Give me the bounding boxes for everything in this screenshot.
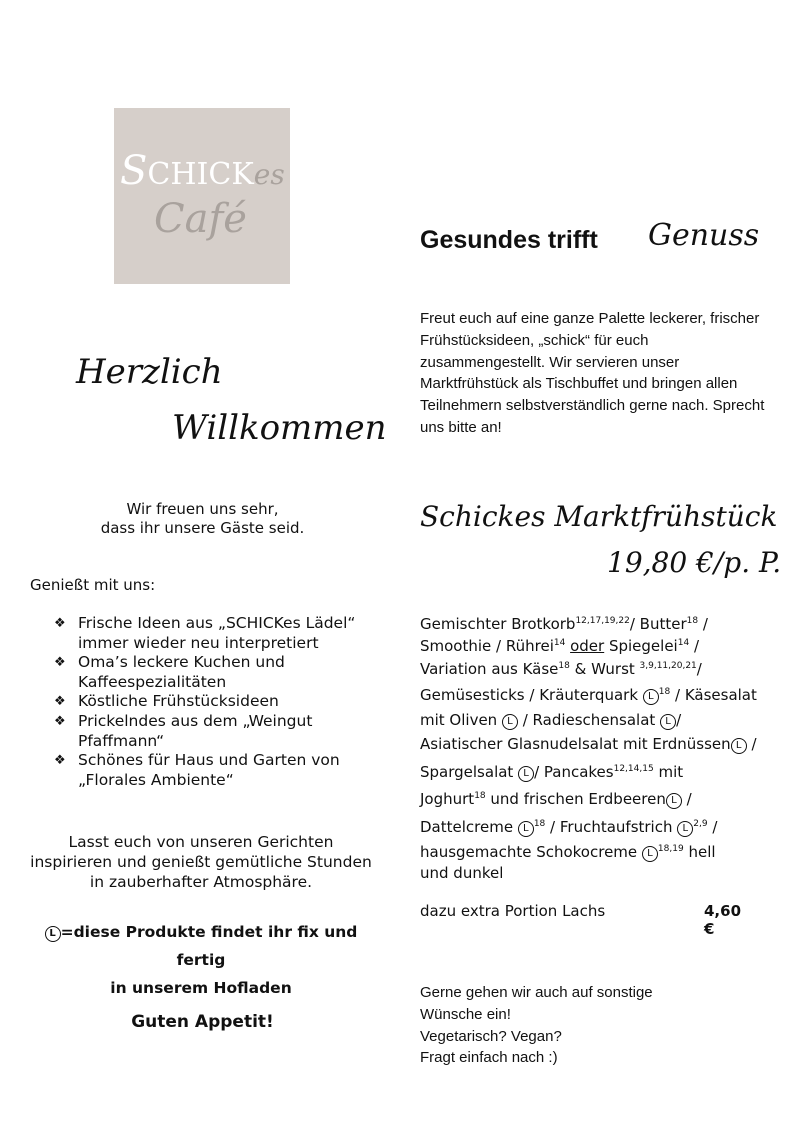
description-line: uns bitte an! xyxy=(420,418,502,436)
menu-line xyxy=(420,732,768,757)
diamond-bullet-icon: ❖ xyxy=(54,694,66,710)
menu-line xyxy=(420,757,768,785)
allergen-ref: 18 xyxy=(558,661,570,671)
diamond-bullet-icon: ❖ xyxy=(54,713,66,729)
menu-line xyxy=(420,839,768,863)
menu-text: / Käsesalat xyxy=(670,686,757,704)
description-line: Frühstücksideen, „schick“ für euch xyxy=(420,331,649,349)
menu-text: Gemischter Brotkorb xyxy=(420,615,576,633)
logo-cafe: Café xyxy=(154,196,247,242)
cafe-logo xyxy=(114,108,290,284)
allergen-ref: 18 xyxy=(686,616,699,626)
menu-text: Gemüsesticks / Kräuterquark xyxy=(420,686,643,704)
menu-line xyxy=(420,612,768,634)
description-line: Freut euch auf eine ganze Palette leckerer, frischer xyxy=(420,310,760,327)
menu-line xyxy=(420,680,768,708)
hofladen-l-icon: L xyxy=(518,821,534,837)
hofladen-l-icon: L xyxy=(518,766,534,782)
feature-line: „Florales Ambiente“ xyxy=(78,770,234,789)
menu-line xyxy=(420,656,768,680)
menu-text: / xyxy=(681,790,692,808)
menu-line xyxy=(420,634,768,656)
feature-line: Schönes für Haus und Garten von xyxy=(78,751,340,770)
gerne-text xyxy=(420,982,750,1069)
menu-line: und dunkel xyxy=(420,864,504,882)
allergen-ref: 18,19 xyxy=(657,844,684,854)
welcome-line-2: Willkommen xyxy=(172,408,387,448)
list-item xyxy=(52,751,372,790)
menu-text: Asiatischer Glasnudelsalat mit Erdnüssen xyxy=(420,735,731,753)
menu-text: hausgemachte Schokocreme xyxy=(420,843,642,861)
feature-line: Oma’s leckere Kuchen und xyxy=(78,653,285,672)
logo-initial: S xyxy=(120,148,148,194)
headline: Gesundes trifft xyxy=(420,226,598,254)
headline-script: Genuss xyxy=(648,218,760,253)
diamond-bullet-icon: ❖ xyxy=(54,753,66,769)
menu-line xyxy=(420,708,768,733)
allergen-ref: 2,9 xyxy=(693,818,708,829)
feature-line: immer wieder neu interpretiert xyxy=(78,633,319,652)
diamond-bullet-icon: ❖ xyxy=(54,655,66,671)
hofladen-l-icon: L xyxy=(45,926,61,942)
hofladen-line-1: =diese Produkte findet ihr fix und fertig xyxy=(60,923,358,969)
menu-line xyxy=(420,784,768,812)
menu-text: Smoothie / Rührei xyxy=(420,637,554,655)
hofladen-l-icon: L xyxy=(666,793,682,809)
welcome-line-1: Herzlich xyxy=(76,352,223,392)
hofladen-l-icon: L xyxy=(660,714,676,730)
description-line: zusammengestellt. Wir servieren unser xyxy=(420,353,680,371)
lasst-line-1: Lasst euch von unseren Gerichten xyxy=(68,833,334,851)
menu-text: oder xyxy=(570,637,605,655)
logo-es: es xyxy=(253,158,285,191)
description xyxy=(420,308,772,439)
gerne-line: Wünsche ein! xyxy=(420,1005,511,1023)
list-item xyxy=(52,653,372,692)
lasst-line-2: inspirieren und genießt gemütliche Stunden xyxy=(30,853,372,871)
list-item xyxy=(52,614,372,653)
gerne-line: Fragt einfach nach :) xyxy=(420,1049,558,1067)
markt-title: Schickes Marktfrühstück xyxy=(420,500,778,533)
hofladen-l-icon: L xyxy=(643,689,659,705)
menu-text: mit Oliven xyxy=(420,710,502,729)
menu-text: & Wurst xyxy=(569,660,640,678)
menu-text: / Fruchtaufstrich xyxy=(545,817,678,836)
hofladen-line-2: in unserem Hofladen xyxy=(110,979,292,997)
feature-line: Frische Ideen aus „SCHICKes Lädel“ xyxy=(78,614,356,632)
allergen-ref: 14 xyxy=(677,638,690,648)
features-list xyxy=(52,614,372,790)
allergen-ref: 3,9,11,20,21 xyxy=(639,661,697,671)
menu-text: / xyxy=(689,637,700,655)
hofladen-l-icon: L xyxy=(502,714,518,730)
allergen-ref: 14 xyxy=(553,638,566,648)
gerne-line: Gerne gehen wir auch auf sonstige xyxy=(420,984,653,1001)
description-line: Teilnehmern selbstverständlich gerne nach. Sprecht xyxy=(420,397,765,415)
extra-price: 4,60 € xyxy=(704,902,742,938)
feature-line: Prickelndes aus dem „Weingut xyxy=(78,711,313,730)
menu-text: Variation aus Käse xyxy=(420,660,559,678)
menu-text: / Radieschensalat xyxy=(517,710,661,729)
hofladen-l-icon: L xyxy=(677,821,693,837)
menu-text: Dattelcreme xyxy=(420,817,518,836)
description-line: Marktfrühstück als Tischbuffet und bringen allen xyxy=(420,375,738,393)
allergen-ref: 12,17,19,22 xyxy=(575,616,630,626)
list-item xyxy=(52,692,372,712)
intro-line-1: Wir freuen uns sehr, xyxy=(126,500,279,518)
diamond-bullet-icon: ❖ xyxy=(54,616,66,631)
extra-line xyxy=(420,902,750,938)
allergen-ref: 12,14,15 xyxy=(613,763,654,774)
menu-text: mit xyxy=(653,762,684,781)
allergen-ref: 18 xyxy=(658,687,671,697)
intro-line-2: dass ihr unsere Gäste seid. xyxy=(100,519,305,537)
menu-items xyxy=(420,612,768,884)
menu-text: Spiegelei xyxy=(604,637,678,655)
logo-chick: CHICK xyxy=(147,157,254,192)
geniesst-heading: Genießt mit uns: xyxy=(30,576,156,594)
lasst-text xyxy=(30,832,372,892)
menu-text: Joghurt xyxy=(420,790,475,808)
menu-text: Spargelsalat xyxy=(420,762,519,781)
menu-text: hell xyxy=(683,843,716,861)
feature-line: Pfaffmann“ xyxy=(78,731,165,750)
menu-text: / xyxy=(746,735,757,753)
extra-label: dazu extra Portion Lachs xyxy=(420,902,606,920)
menu-text: / xyxy=(698,615,708,633)
guten-appetit: Guten Appetit! xyxy=(131,1012,274,1032)
allergen-ref: 18 xyxy=(474,791,486,801)
menu-text: / xyxy=(696,660,702,678)
menu-text: / Butter xyxy=(629,615,687,633)
menu-text: / xyxy=(676,710,682,729)
feature-line: Kaffeespezialitäten xyxy=(78,672,227,691)
menu-line xyxy=(420,812,768,840)
menu-text: und frischen Erdbeeren xyxy=(485,790,666,808)
menu-text: / xyxy=(707,817,718,836)
feature-line: Köstliche Frühstücksideen xyxy=(78,692,279,711)
intro-text xyxy=(50,500,355,538)
gerne-line: Vegetarisch? Vegan? xyxy=(420,1027,562,1045)
hofladen-l-icon: L xyxy=(731,738,747,754)
list-item xyxy=(52,712,372,751)
lasst-line-3: in zauberhafter Atmosphäre. xyxy=(89,873,313,891)
markt-price: 19,80 €/p. P. xyxy=(607,546,782,579)
allergen-ref: 18 xyxy=(533,818,546,829)
hofladen-note xyxy=(30,918,372,1002)
menu-text: / Pancakes xyxy=(534,762,614,781)
logo-name xyxy=(120,148,285,194)
hofladen-l-icon: L xyxy=(642,846,658,862)
